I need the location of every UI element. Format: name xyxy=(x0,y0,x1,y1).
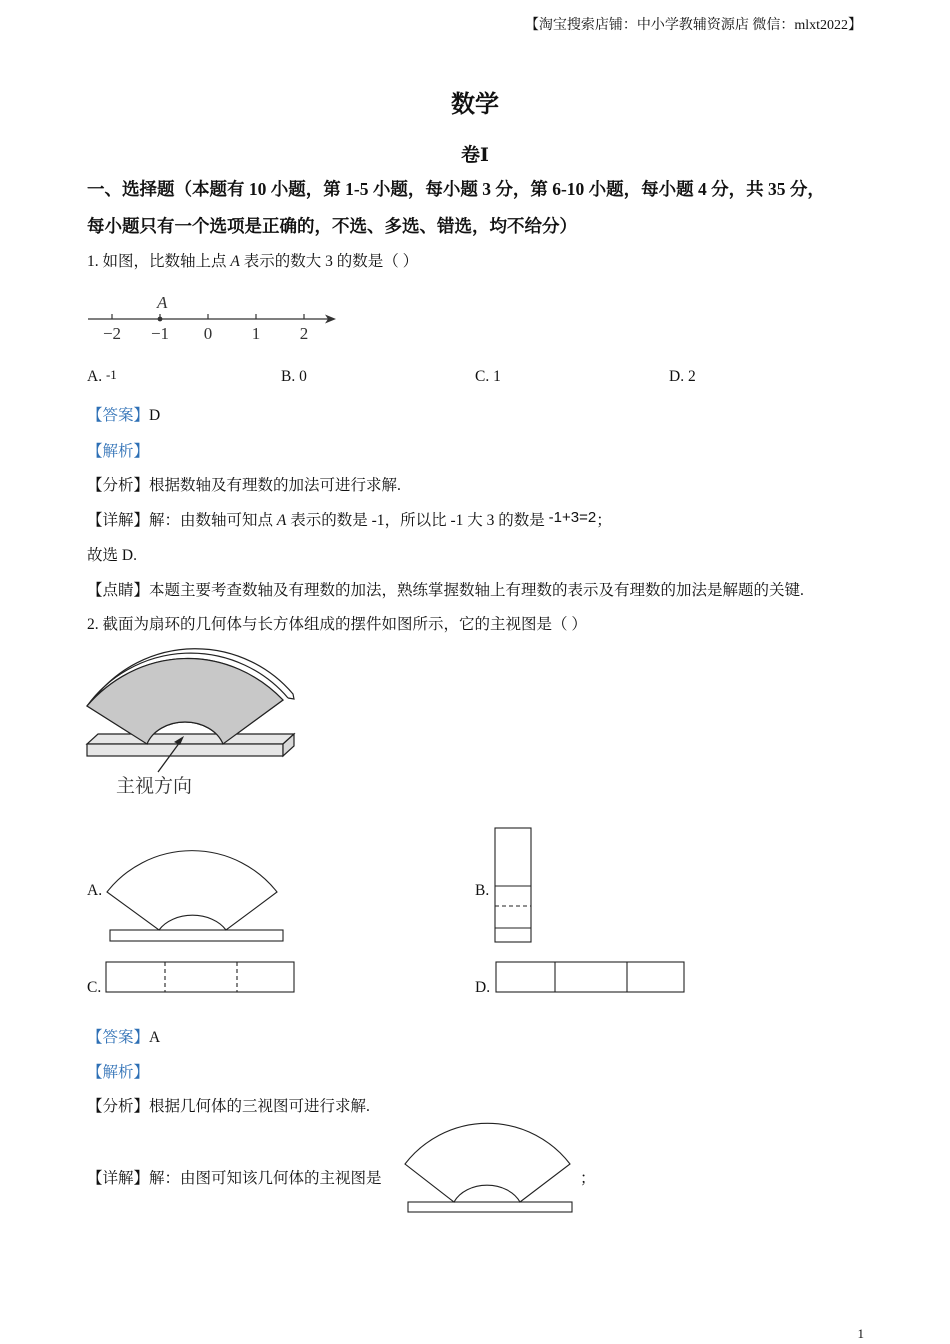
answer-tag: 【答案】 xyxy=(87,1029,150,1046)
q1-option-c: C. 1 xyxy=(475,368,501,385)
q1-stem-text-a: 1. 如图，比数轴上点 xyxy=(87,253,231,270)
fenxi-text: 根据数轴及有理数的加法可进行求解. xyxy=(149,477,401,494)
point-a-label: A xyxy=(157,293,168,312)
q2-3d-figure xyxy=(84,640,304,802)
volume-title: 卷Ⅰ xyxy=(461,145,489,166)
detail-text-d: 大 3 的数是 xyxy=(463,512,549,529)
q1-option-a xyxy=(87,368,117,386)
detail-expression: -1+3=2 xyxy=(548,509,597,526)
wide-rect xyxy=(106,962,294,992)
point-a-dot xyxy=(158,317,163,322)
q2-fenxi xyxy=(87,1094,370,1116)
detail-var: A xyxy=(276,512,287,529)
detail-text-c: ，所以比 xyxy=(384,512,451,529)
header-note: 【淘宝搜索店铺：中小学教辅资源店 微信：mlxt2022】 xyxy=(524,18,862,33)
q1-fenxi xyxy=(87,473,401,495)
q1-answer xyxy=(87,403,160,425)
tick-label: 1 xyxy=(251,324,261,343)
detail-tag: 【详解】 xyxy=(87,512,150,529)
page-number: 1 xyxy=(857,1326,864,1341)
q2-detail xyxy=(87,1166,382,1188)
tick-label: 2 xyxy=(299,324,309,343)
front-view-sector xyxy=(405,1123,570,1202)
detail-text-a: 解：由数轴可知点 xyxy=(149,512,277,529)
q1-option-a-value: -1 xyxy=(105,367,117,382)
tick-label: −1 xyxy=(150,324,170,343)
q1-option-b: B. 0 xyxy=(281,368,307,385)
sector-ring-front-overlay xyxy=(87,659,283,744)
q2-option-c-figure xyxy=(104,960,298,996)
tall-rect xyxy=(495,828,531,942)
answer-value: A xyxy=(149,1029,161,1046)
q2-option-d-label: D. xyxy=(475,979,491,996)
detail-value-2: -1 xyxy=(450,512,464,529)
answer-value: D xyxy=(149,407,161,424)
q1-analysis-tag: 【解析】 xyxy=(87,443,150,460)
wide-rect xyxy=(496,962,684,992)
q2-option-c-label: C. xyxy=(87,979,102,996)
tick-label: 0 xyxy=(203,324,213,343)
view-direction-caption: 主视方向 xyxy=(116,776,193,797)
section-heading-line1: 一、选择题（本题有 10 小题，第 1-5 小题，每小题 3 分，第 6-10 小题，每小题 4 分，共 35 分， xyxy=(87,179,825,199)
detail-text-e: ； xyxy=(596,512,612,529)
q1-comment xyxy=(87,578,804,600)
q2-option-a-figure xyxy=(104,848,288,944)
detail-value-1: -1 xyxy=(371,512,385,529)
front-view-base xyxy=(110,930,283,941)
front-view-sector xyxy=(107,851,277,930)
q2-option-d-figure xyxy=(494,960,688,996)
q2-stem: 2. 截面为扇环的几何体与长方体组成的摆件如图所示，它的主视图是（ ） xyxy=(87,616,587,633)
comment-text: 本题主要考查数轴及有理数的加法，熟练掌握数轴上有理数的表示及有理数的加法是解题的关键. xyxy=(149,582,804,599)
comment-tag: 【点睛】 xyxy=(87,582,150,599)
q2-detail-front-view-figure xyxy=(402,1122,576,1216)
fenxi-tag: 【分析】 xyxy=(87,477,150,494)
q2-detail-end: ； xyxy=(580,1170,596,1187)
q1-detail xyxy=(87,508,612,530)
page-title: 数学 xyxy=(451,92,499,118)
fenxi-text: 根据几何体的三视图可进行求解. xyxy=(149,1098,370,1115)
q1-option-d: D. 2 xyxy=(669,368,696,385)
q1-option-a-label: A. xyxy=(87,368,106,385)
q1-stem-text-b: 表示的数大 3 的数是（ ） xyxy=(239,253,419,270)
q2-option-a-label: A. xyxy=(87,882,103,899)
detail-tag: 【详解】 xyxy=(87,1170,150,1187)
q2-analysis-tag: 【解析】 xyxy=(87,1064,150,1081)
q1-conclusion: 故选 D. xyxy=(87,547,137,564)
tick-label: −2 xyxy=(102,324,122,343)
fenxi-tag: 【分析】 xyxy=(87,1098,150,1115)
detail-text: 解：由图可知该几何体的主视图是 xyxy=(149,1170,382,1187)
section-heading-line2: 每小题只有一个选项是正确的，不选、多选、错选，均不给分） xyxy=(87,216,577,236)
base-front-face xyxy=(87,744,283,756)
q2-answer xyxy=(87,1025,160,1047)
q2-option-b-label: B. xyxy=(475,882,490,899)
base-top-face xyxy=(87,734,294,744)
q1-stem-var: A xyxy=(230,253,240,270)
q2-option-b-figure xyxy=(492,826,534,946)
number-line-figure xyxy=(84,288,344,348)
detail-text-b: 表示的数是 xyxy=(286,512,372,529)
front-view-base xyxy=(408,1202,572,1212)
q1-stem xyxy=(87,249,418,271)
answer-tag: 【答案】 xyxy=(87,407,150,424)
